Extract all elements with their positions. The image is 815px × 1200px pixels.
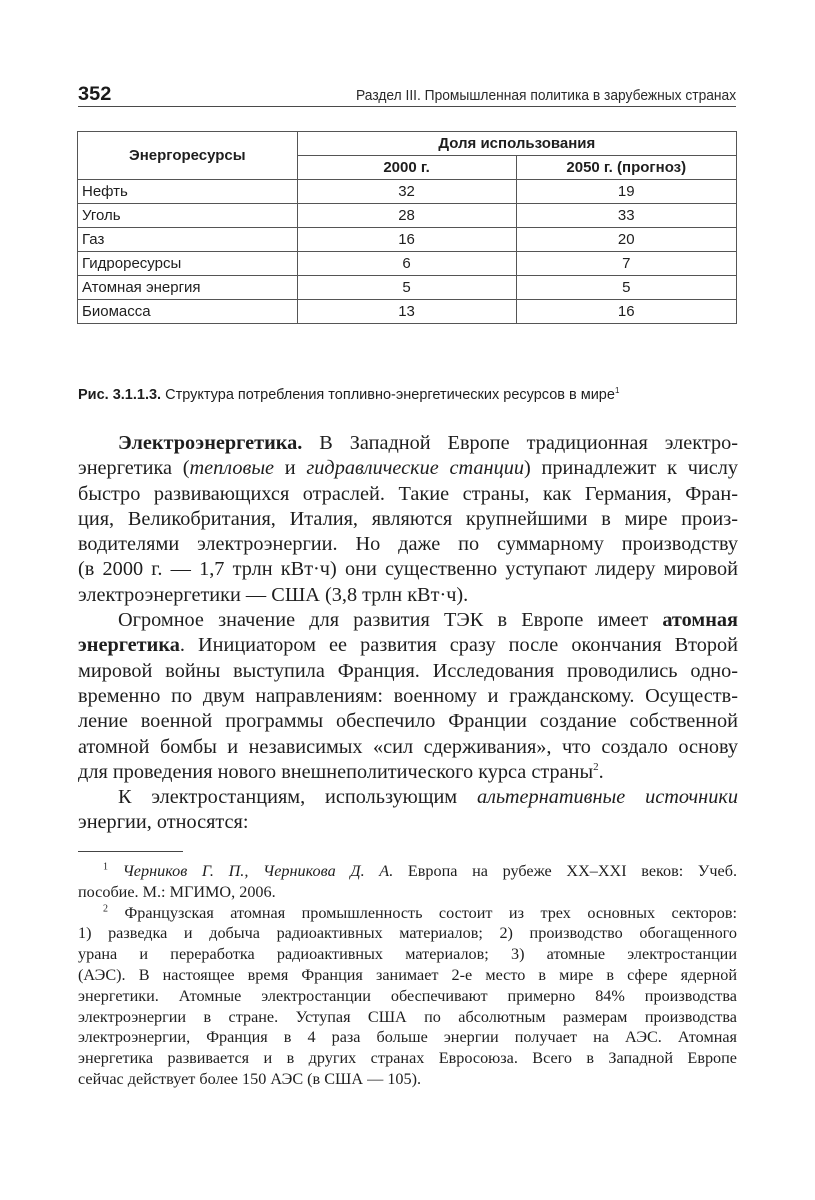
text-line <box>78 608 738 633</box>
table-row <box>78 252 737 276</box>
text-run: В Западной Европе традиционная электро- <box>302 432 738 454</box>
table-row <box>78 180 737 204</box>
text-run: и <box>274 457 307 480</box>
cell-resource: Гидроресурсы <box>78 252 298 276</box>
text-line <box>78 861 737 882</box>
cell-2050: 7 <box>516 252 736 276</box>
emphasis-alternative: альтернативные источники <box>476 786 738 809</box>
text-line: временно по двум направлениям: военному и гражданскому. Осуществ- <box>78 684 738 707</box>
term-nuclear: атомная <box>662 609 738 632</box>
text-line <box>78 456 738 481</box>
paragraph-nuclear <box>78 608 738 785</box>
footnote-ref[interactable]: 1 <box>614 386 620 395</box>
column-header-resource: Энергоресурсы <box>78 132 298 180</box>
footnote-authors: Черников Г. П., Черникова Д. А. <box>122 862 394 880</box>
cell-2000: 5 <box>297 276 516 300</box>
column-header-share: Доля использования <box>297 132 736 156</box>
term-electricity: Электроэнергетика. <box>118 432 303 454</box>
text-run: для проведения нового внешнеполитического курса страны <box>78 760 594 783</box>
text-line: водителями электроэнергии. Но даже по суммарному производству <box>78 533 738 556</box>
cell-2000: 28 <box>297 204 516 228</box>
cell-2000: 32 <box>297 180 516 204</box>
footnote-1 <box>78 861 737 903</box>
cell-resource: Газ <box>78 228 298 252</box>
text-line: 1) разведка и добыча радиоактивных материалов; 2) производство обогащенного <box>78 924 737 943</box>
text-line: ция, Великобритания, Италия, являются крупнейшими в мире произ- <box>78 507 738 530</box>
cell-resource: Атомная энергия <box>78 276 298 300</box>
cell-resource: Уголь <box>78 204 298 228</box>
text-line <box>78 760 738 785</box>
running-head: Раздел III. Промышленная политика в зарубежных странах <box>355 87 736 104</box>
text-line <box>78 431 738 456</box>
body-text <box>78 431 738 836</box>
page-number: 352 <box>78 84 112 105</box>
text-line: энергии, относятся: <box>78 811 249 834</box>
column-header-2050: 2050 г. (прогноз) <box>516 156 736 180</box>
emphasis-thermal: тепловые <box>189 457 275 480</box>
cell-resource: Нефть <box>78 180 298 204</box>
cell-2000: 6 <box>297 252 516 276</box>
page-header <box>78 84 736 107</box>
text-line <box>78 903 737 924</box>
figure-label: Рис. 3.1.1.3. <box>78 386 162 403</box>
text-line: (АЭС). В настоящее время Франция занимает 2-е место в мире в сфере ядерной <box>78 965 737 984</box>
cell-2050: 5 <box>516 276 736 300</box>
energy-resources-table <box>77 131 737 324</box>
text-line: сейчас действует более 150 АЭС (в США — 105). <box>78 1069 422 1088</box>
footnote-separator <box>78 851 183 852</box>
cell-2000: 13 <box>297 300 516 324</box>
table-row <box>78 276 737 300</box>
footnote-number: 2 <box>103 903 108 915</box>
text-line: электроэнергетики — США (3,8 трлн кВт·ч). <box>78 583 469 606</box>
text-line: энергетика развивается и в других странах Евросоюза. Всего в Западной Европе <box>78 1049 737 1068</box>
table-row <box>78 228 737 252</box>
text-run: ) принадлежит к числу <box>524 457 739 480</box>
text-line: (в 2000 г. — 1,7 трлн кВт·ч) они существенно уступают лидеру мировой <box>78 558 738 581</box>
text-line: атомной бомбы и независимых «сил сдерживания», что создало основу <box>78 735 738 758</box>
text-line: энергетики. Атомные электростанции обеспечивают примерно 84% производства <box>78 986 737 1005</box>
text-line: пособие. М.: МГИМО, 2006. <box>78 882 276 901</box>
cell-2050: 19 <box>516 180 736 204</box>
paragraph-electricity <box>78 431 738 608</box>
text-line <box>78 633 738 658</box>
text-line: электроэнергии в стране. Уступая США по абсолютным размерам производства <box>78 1007 737 1026</box>
text-run: Огромное значение для развития ТЭК в Европе имеет <box>118 609 663 632</box>
table-header-row <box>78 132 737 156</box>
column-header-2000: 2000 г. <box>297 156 516 180</box>
cell-2050: 16 <box>516 300 736 324</box>
text-run: К электростанциям, использующим <box>118 786 477 809</box>
footnote-number: 1 <box>103 861 108 873</box>
text-line: урана и переработка радиоактивных материалов; 3) атомные электростанции <box>78 945 737 964</box>
text-line: электроэнергии, Франция в 4 раза больше энергии получает на АЭС. Атомная <box>78 1028 737 1047</box>
text-run: Европа на рубеже XX–XXI веков: Учеб. <box>393 862 737 880</box>
text-run: энергетика ( <box>78 457 190 480</box>
footnote-2 <box>78 903 737 1090</box>
emphasis-hydro: гидравлические станции <box>306 457 525 480</box>
text-line: ление военной программы обеспечило Франции создание собственной <box>78 710 738 733</box>
text-run: . <box>598 760 604 783</box>
figure-caption <box>78 386 758 403</box>
figure-caption-text: Структура потребления топливно-энергетических ресурсов в мире <box>161 386 615 403</box>
text-run: Французская атомная промышленность состоит из трех основных секторов: <box>124 903 737 922</box>
cell-resource: Биомасса <box>78 300 298 324</box>
paragraph-alternative <box>78 785 738 836</box>
term-nuclear-cont: энергетика <box>78 634 180 657</box>
footnote-ref[interactable]: 2 <box>593 761 599 774</box>
text-run: . Инициатором ее развития сразу после окончания Второй <box>179 634 738 657</box>
text-line: мировой войны выступила Франция. Исследования проводились одно- <box>78 659 738 682</box>
cell-2050: 33 <box>516 204 736 228</box>
table-row <box>78 204 737 228</box>
cell-2050: 20 <box>516 228 736 252</box>
cell-2000: 16 <box>297 228 516 252</box>
text-line: быстро развивающихся отраслей. Такие страны, как Германия, Фран- <box>78 482 738 505</box>
table-row <box>78 300 737 324</box>
text-line <box>78 785 738 810</box>
footnotes <box>78 861 737 1090</box>
